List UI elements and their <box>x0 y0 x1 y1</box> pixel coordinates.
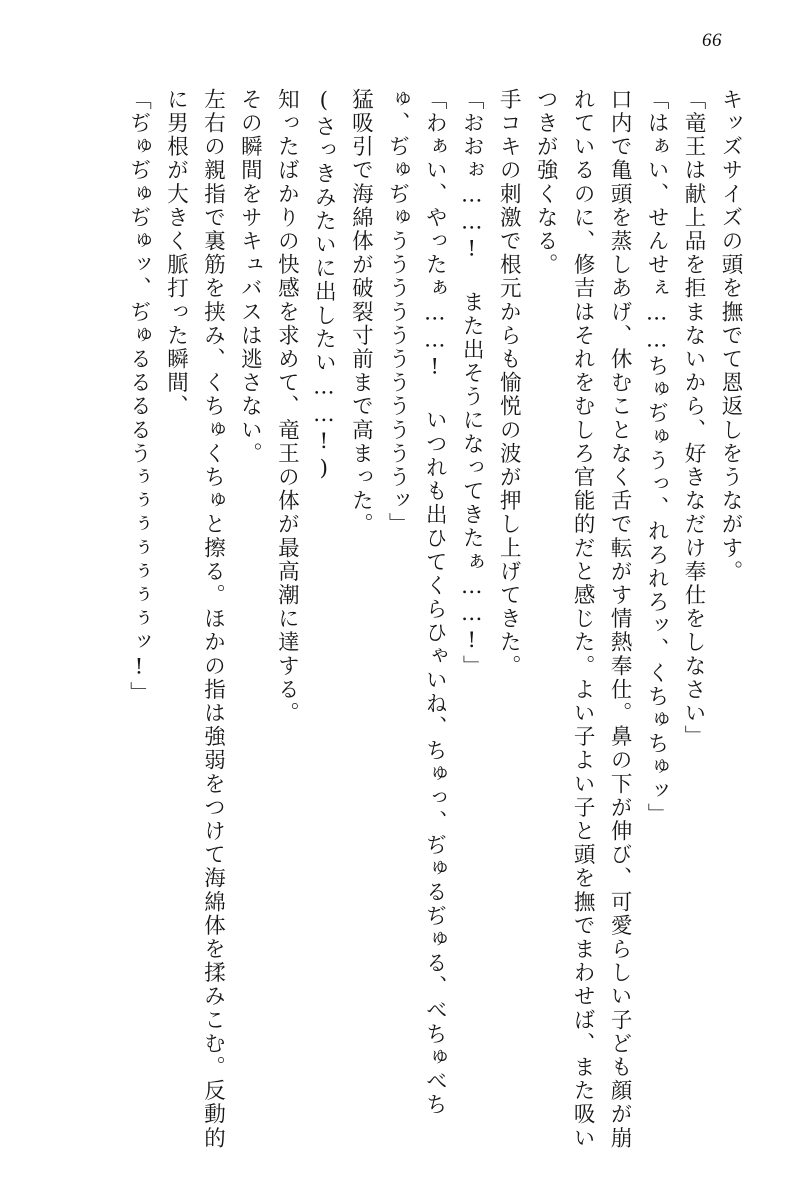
paragraph: 「ぢゅぢゅぢゅッ、ぢゅるるるるうぅぅぅぅぅぅぅッ!」 <box>126 88 152 706</box>
paragraph: 「わぁい、やったぁ……! いつれも出ひてくらひゃいね、ちゅっ、ぢゅるぢゅる、べちゅべちゅ、ぢゅぢゅうううううううううううッ」 <box>385 88 448 1117</box>
paragraph: その瞬間をサキュバスは逃さない。 <box>237 88 263 466</box>
paragraph: 猛吸引で海綿体が破裂寸前まで高まった。 <box>348 88 374 537</box>
page-text-body <box>46 88 748 1160</box>
paragraph: キッズサイズの頭を撫でて恩返しをうながす。 <box>718 88 743 584</box>
paragraph: 知ったばかりの快感を求めて、竜王の体が最高潮に達する。 <box>274 88 300 726</box>
page-number: 66 <box>702 30 722 51</box>
paragraph: 手コキの刺激で根元からも愉悦の波が押し上げてきた。 <box>496 88 522 678</box>
paragraph: 「はぁい、せんせぇ……ちゅぢゅうっ、れろれろッ、くちゅちゅッ」 <box>644 88 670 827</box>
paragraph: 左右の親指で裏筋を挟み、くちゅくちゅと擦る。ほかの指は強弱をつけて海綿体を揉みこむ。反動的に男根が大きく脈打った瞬間、 <box>163 88 226 1150</box>
paragraph: 「竜王は献上品を拒まないから、好きなだけ奉仕をしなさい」 <box>681 88 707 749</box>
paragraph: 「おおぉ……! また出そうになってきたぁ……!」 <box>459 88 485 679</box>
paragraph: (さっきみたいに出したい……!) <box>311 88 337 484</box>
paragraph: 口内で亀頭を蒸しあげ、休むことなく舌で転がす情熱奉仕。鼻の下が伸び、可愛らしい子ども顔が崩れているのに、修吉はそれをむしろ官能的だと感じた。よい子よい子と頭を撫でまわせば、また吸いつきが強くなる。 <box>533 88 633 1150</box>
